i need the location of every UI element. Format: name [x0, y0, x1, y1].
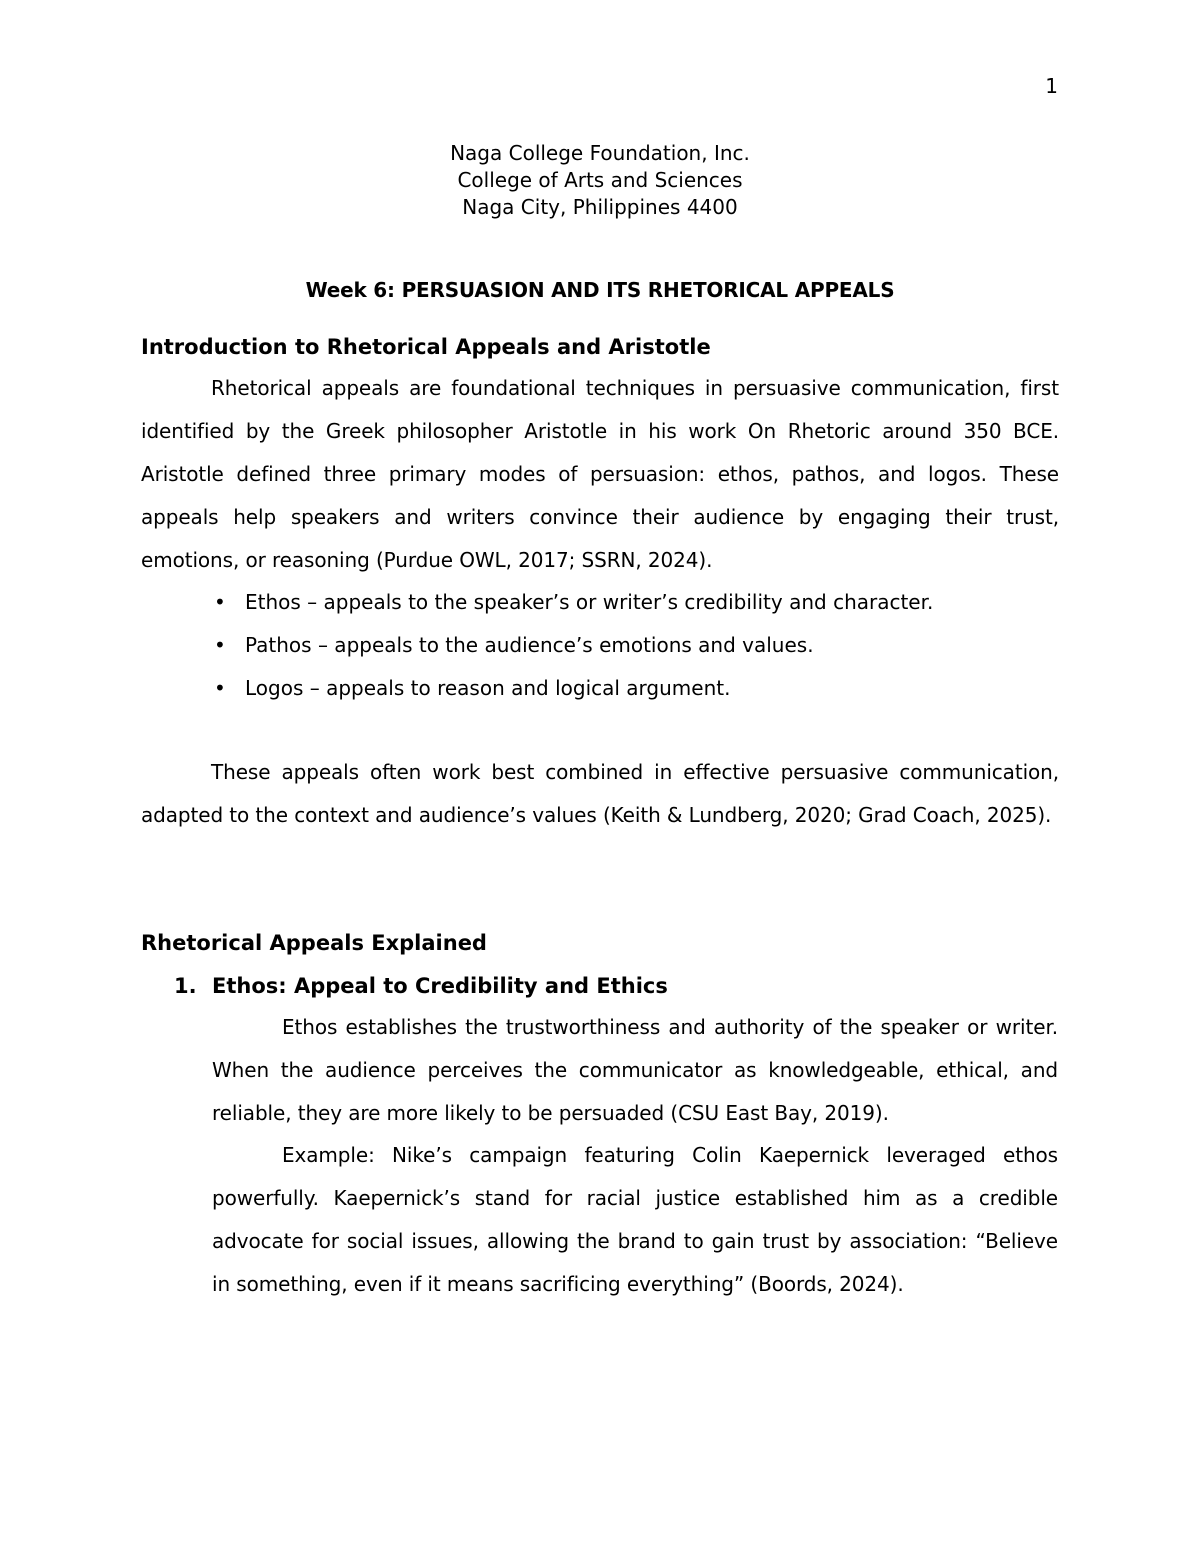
appeals-bullet-list — [141, 581, 1059, 710]
numbered-heading-text: Ethos: Appeal to Credibility and Ethics — [212, 974, 668, 998]
ethos-example-paragraph — [212, 1134, 1058, 1306]
bullet-icon: • — [214, 590, 226, 614]
combined-appeals-paragraph — [141, 751, 1059, 837]
bullet-icon: • — [214, 633, 226, 657]
intro-paragraph-text: Rhetorical appeals are foundational techniques in persuasive communication, first identified by the Greek philosopher Aristotle in his work On Rhetoric around 350 BCE. Aristotle defined three primary modes of persuasion: ethos, pathos, and logos. These appeals help speakers and writers convince their audience by engaging their trust, emotions, or reasoning (Purdue OWL, 2017; SSRN, 2024). — [141, 376, 1059, 572]
list-item — [141, 667, 1059, 710]
combined-appeals-paragraph-text: These appeals often work best combined in effective persuasive communication, adapted to the context and audience’s values (Keith & Lundberg, 2020; Grad Coach, 2025). — [141, 760, 1059, 827]
institution-header — [0, 140, 1200, 221]
list-item — [141, 581, 1059, 624]
header-address: Naga City, Philippines 4400 — [462, 195, 738, 219]
ethos-definition-paragraph — [212, 1006, 1058, 1135]
list-number: 1. — [174, 974, 197, 998]
header-institution-name: Naga College Foundation, Inc. — [450, 141, 750, 165]
bullet-ethos-text: Ethos – appeals to the speaker’s or writer’s credibility and character. — [245, 590, 934, 614]
section-heading-explained: Rhetorical Appeals Explained — [141, 931, 487, 955]
list-item — [141, 624, 1059, 667]
section-heading-introduction: Introduction to Rhetorical Appeals and Aristotle — [141, 335, 711, 359]
numbered-heading-ethos — [174, 971, 668, 1001]
ethos-definition-text: Ethos establishes the trustworthiness and authority of the speaker or writer. When the audience perceives the communicator as knowledgeable, ethical, and reliable, they are more likely to be persuaded (CSU East Bay, 2019). — [212, 1015, 1058, 1125]
document-title: Week 6: PERSUASION AND ITS RHETORICAL APPEALS — [305, 278, 895, 302]
header-college-name: College of Arts and Sciences — [457, 168, 743, 192]
page-number: 1 — [1045, 74, 1058, 98]
bullet-pathos-text: Pathos – appeals to the audience’s emotions and values. — [245, 633, 814, 657]
bullet-icon: • — [214, 676, 226, 700]
bullet-logos-text: Logos – appeals to reason and logical argument. — [245, 676, 731, 700]
intro-paragraph — [141, 367, 1059, 582]
ethos-example-text: Example: Nike’s campaign featuring Colin Kaepernick leveraged ethos powerfully. Kaepernick’s stand for racial justice established him as a credible advocate for social issues, allowing the brand to gain trust by association: “Believe in something, even if it means sacrificing everything” (Boords, 2024). — [212, 1143, 1058, 1296]
